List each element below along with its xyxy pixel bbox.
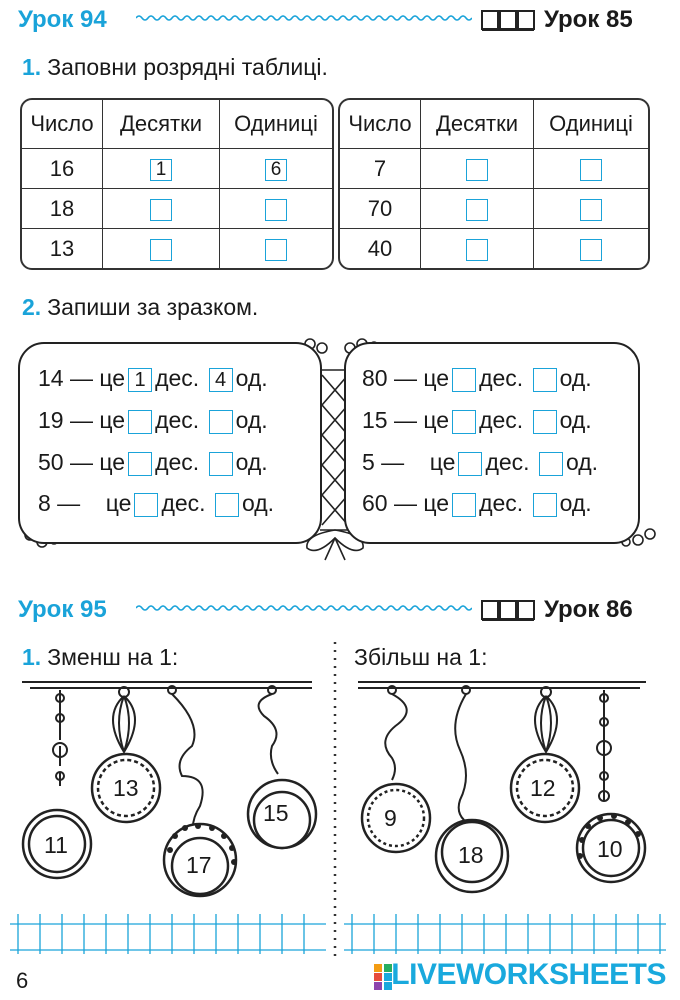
word-ones: од. [559,407,592,433]
task-1-instruction [22,54,328,81]
word-tens: дес. [155,407,200,433]
word-ones: од. [559,365,592,391]
cell-number: 7 [340,149,421,189]
ones-box[interactable] [533,368,557,392]
word-is: це [429,449,456,475]
header-ones: Одиниці [534,100,648,149]
task-2-instruction [22,294,258,321]
equation-row [362,449,598,476]
ornaments-illustration [0,676,680,908]
tens-box[interactable] [134,493,158,517]
task-text: Заповни розрядні таблиці. [47,54,328,80]
task-number: 2. [22,294,42,320]
ones-box[interactable] [539,452,563,476]
word-tens: дес. [155,449,200,475]
answer-box[interactable] [466,199,488,221]
cell-number: 40 [340,229,421,268]
equation-number: 60 — [362,490,417,516]
equation-number: 8 — [38,490,81,516]
place-value-table-right [338,98,650,270]
word-is: це [99,365,126,391]
equation-number: 19 — [38,407,93,433]
answer-box[interactable] [150,239,172,261]
word-ones: од. [241,490,275,516]
tens-box[interactable]: 1 [128,368,152,392]
answer-box[interactable] [265,199,287,221]
answer-box[interactable] [580,199,602,221]
header-tens: Десятки [421,100,534,149]
task-text: Зменш на 1: [47,644,179,670]
lesson-95-title: Урок 95 [18,596,107,623]
lesson-94-title: Урок 94 [18,6,107,33]
answer-box[interactable] [466,159,488,181]
ones-box[interactable]: 4 [209,368,233,392]
ones-box[interactable] [209,452,233,476]
equation-row [38,449,268,476]
tens-box[interactable] [128,452,152,476]
word-is: це [423,407,450,433]
tens-box[interactable] [128,410,152,434]
answer-box[interactable] [580,159,602,181]
word-is: це [423,365,450,391]
ones-box[interactable] [209,410,233,434]
task-increase-instruction: Збільш на 1: [354,644,488,670]
ornament-number: 17 [186,852,212,878]
word-tens: дес. [479,407,524,433]
word-is: це [105,490,132,516]
book-icon [480,598,538,622]
equation-row [38,407,268,434]
ornament-number: 12 [530,775,556,801]
task-number: 1. [22,644,42,670]
ornament-number: 11 [44,832,68,858]
table-row [22,189,332,229]
ornament-number: 15 [263,800,289,826]
ornament-number: 9 [384,805,397,831]
cell-number: 16 [22,149,103,189]
equation-number: 80 — [362,365,417,391]
word-ones: од. [235,365,268,391]
equation-number: 50 — [38,449,93,475]
word-is: це [99,449,126,475]
ones-box[interactable] [215,493,239,517]
word-ones: од. [235,449,268,475]
answer-box[interactable]: 6 [265,159,287,181]
answer-box[interactable] [150,199,172,221]
task-decrease-instruction [22,644,178,671]
tens-box[interactable] [452,493,476,517]
lesson-85-ref: Урок 85 [544,6,633,33]
task-number: 1. [22,54,42,80]
tens-box[interactable] [452,368,476,392]
answer-box[interactable] [580,239,602,261]
word-ones: од. [559,490,592,516]
word-tens: дес. [161,490,206,516]
tens-box[interactable] [458,452,482,476]
table-row [340,229,648,268]
word-tens: дес. [155,365,200,391]
equation-row [362,490,592,517]
word-tens: дес. [479,365,524,391]
cell-number: 70 [340,189,421,229]
place-value-table-left [20,98,334,270]
equation-row [38,490,274,517]
table-row [340,149,648,189]
liveworksheets-logo[interactable]: LIVEWORKSHEETS [391,958,666,991]
task-text: Запиши за зразком. [47,294,259,320]
answer-box[interactable] [265,239,287,261]
equation-number: 5 — [362,449,405,475]
equation-row [362,407,592,434]
cell-number: 13 [22,229,103,268]
answer-box[interactable]: 1 [150,159,172,181]
word-tens: дес. [485,449,530,475]
ones-box[interactable] [533,410,557,434]
wavy-divider [136,604,472,612]
word-ones: од. [235,407,268,433]
answer-box[interactable] [466,239,488,261]
ornament-number: 18 [458,842,484,868]
table-row [22,149,332,189]
header-ones: Одиниці [220,100,332,149]
equation-row [38,365,268,392]
word-ones: од. [565,449,599,475]
word-is: це [99,407,126,433]
table-row [22,229,332,268]
lesson-86-ref: Урок 86 [544,596,633,623]
cell-number: 18 [22,189,103,229]
equation-number: 14 — [38,365,93,391]
ones-box[interactable] [533,493,557,517]
wavy-divider [136,14,472,22]
ornament-number: 10 [597,836,623,862]
header-tens: Десятки [103,100,220,149]
equation-row [362,365,592,392]
book-icon [480,8,538,32]
header-number: Число [22,100,103,149]
page-number: 6 [16,968,29,993]
tens-box[interactable] [452,410,476,434]
word-is: це [423,490,450,516]
answer-grid[interactable] [0,910,680,954]
ornament-number: 13 [113,775,139,801]
table-row [340,189,648,229]
equation-number: 15 — [362,407,417,433]
header-number: Число [340,100,421,149]
word-tens: дес. [479,490,524,516]
